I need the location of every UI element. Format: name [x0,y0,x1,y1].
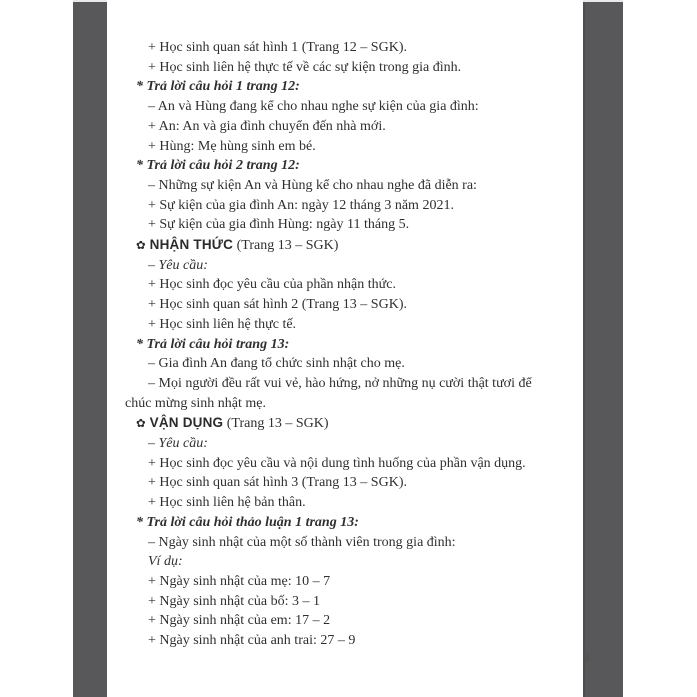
text-line: – Mọi người đều rất vui vẻ, hào hứng, nở những nụ cười thật tươi để [148,375,532,391]
scanned-page [107,0,590,697]
text-line: – Gia đình An đang tổ chức sinh nhật cho mẹ. [148,356,405,372]
section-title: NHẬN THỨC [149,237,234,253]
text-line: – Yêu cầu: [148,436,208,452]
text-line: + Học sinh quan sát hình 2 (Trang 13 – SGK). [148,297,407,313]
section-header [107,413,583,434]
text-line: chúc mừng sinh nhật mẹ. [125,395,266,411]
text-line: + Ngày sinh nhật của anh trai: 27 – 9 [148,633,356,649]
text-line: + Học sinh liên hệ thực tế. [148,316,297,332]
flower-bullet-icon: ✿ [136,416,150,431]
text-line: – Yêu cầu: [148,257,208,273]
page-number: 9 [582,653,590,665]
flower-bullet-icon: ✿ [136,238,150,253]
text-line: – An và Hùng đang kể cho nhau nghe sự kiện của gia đình: [148,99,479,115]
text-line: + Học sinh liên hệ thực tế về các sự kiện trong gia đình. [148,59,462,75]
section-title-suffix: (Trang 13 – SGK) [233,238,339,254]
text-line: * Trả lời câu hỏi thảo luận 1 trang 13: [136,514,359,530]
text-line: + Học sinh liên hệ bản thân. [148,495,306,511]
text-line: – Những sự kiện An và Hùng kể cho nhau nghe đã diễn ra: [148,177,477,193]
text-line: + Ngày sinh nhật của bố: 3 – 1 [148,593,320,609]
section-header [107,235,583,256]
page-text-block [107,38,583,651]
book-page-photo [73,0,623,697]
text-line: + An: An và gia đình chuyển đến nhà mới. [148,118,386,134]
text-line: * Trả lời câu hỏi 2 trang 12: [136,158,300,174]
text-line: + Ngày sinh nhật của mẹ: 10 – 7 [148,573,331,589]
text-line: Ví dụ: [148,554,183,570]
text-line: + Hùng: Mẹ hùng sinh em bé. [148,138,316,154]
section-title-suffix: (Trang 13 – SGK) [223,416,329,432]
text-line: + Sự kiện của gia đình An: ngày 12 tháng 3 năm 2021. [148,197,454,213]
text-line: + Ngày sinh nhật của em: 17 – 2 [148,613,331,629]
text-line: * Trả lời câu hỏi 1 trang 12: [136,79,300,95]
text-line: * Trả lời câu hỏi trang 13: [136,336,290,352]
text-line: + Sự kiện của gia đình Hùng: ngày 11 tháng 5. [148,217,410,233]
text-line: + Học sinh đọc yêu cầu của phần nhận thức. [148,277,396,293]
photo-background-left-bar [73,2,107,697]
section-title: VẬN DỤNG [149,415,224,431]
text-line: + Học sinh quan sát hình 1 (Trang 12 – SGK). [148,40,407,55]
text-line: + Học sinh quan sát hình 3 (Trang 13 – SGK). [148,475,407,491]
text-line: + Học sinh đọc yêu cầu và nội dung tình huống của phần vận dụng. [148,455,526,471]
photo-background-right-bar [583,2,623,697]
text-line: – Ngày sinh nhật của một số thành viên trong gia đình: [148,534,456,550]
